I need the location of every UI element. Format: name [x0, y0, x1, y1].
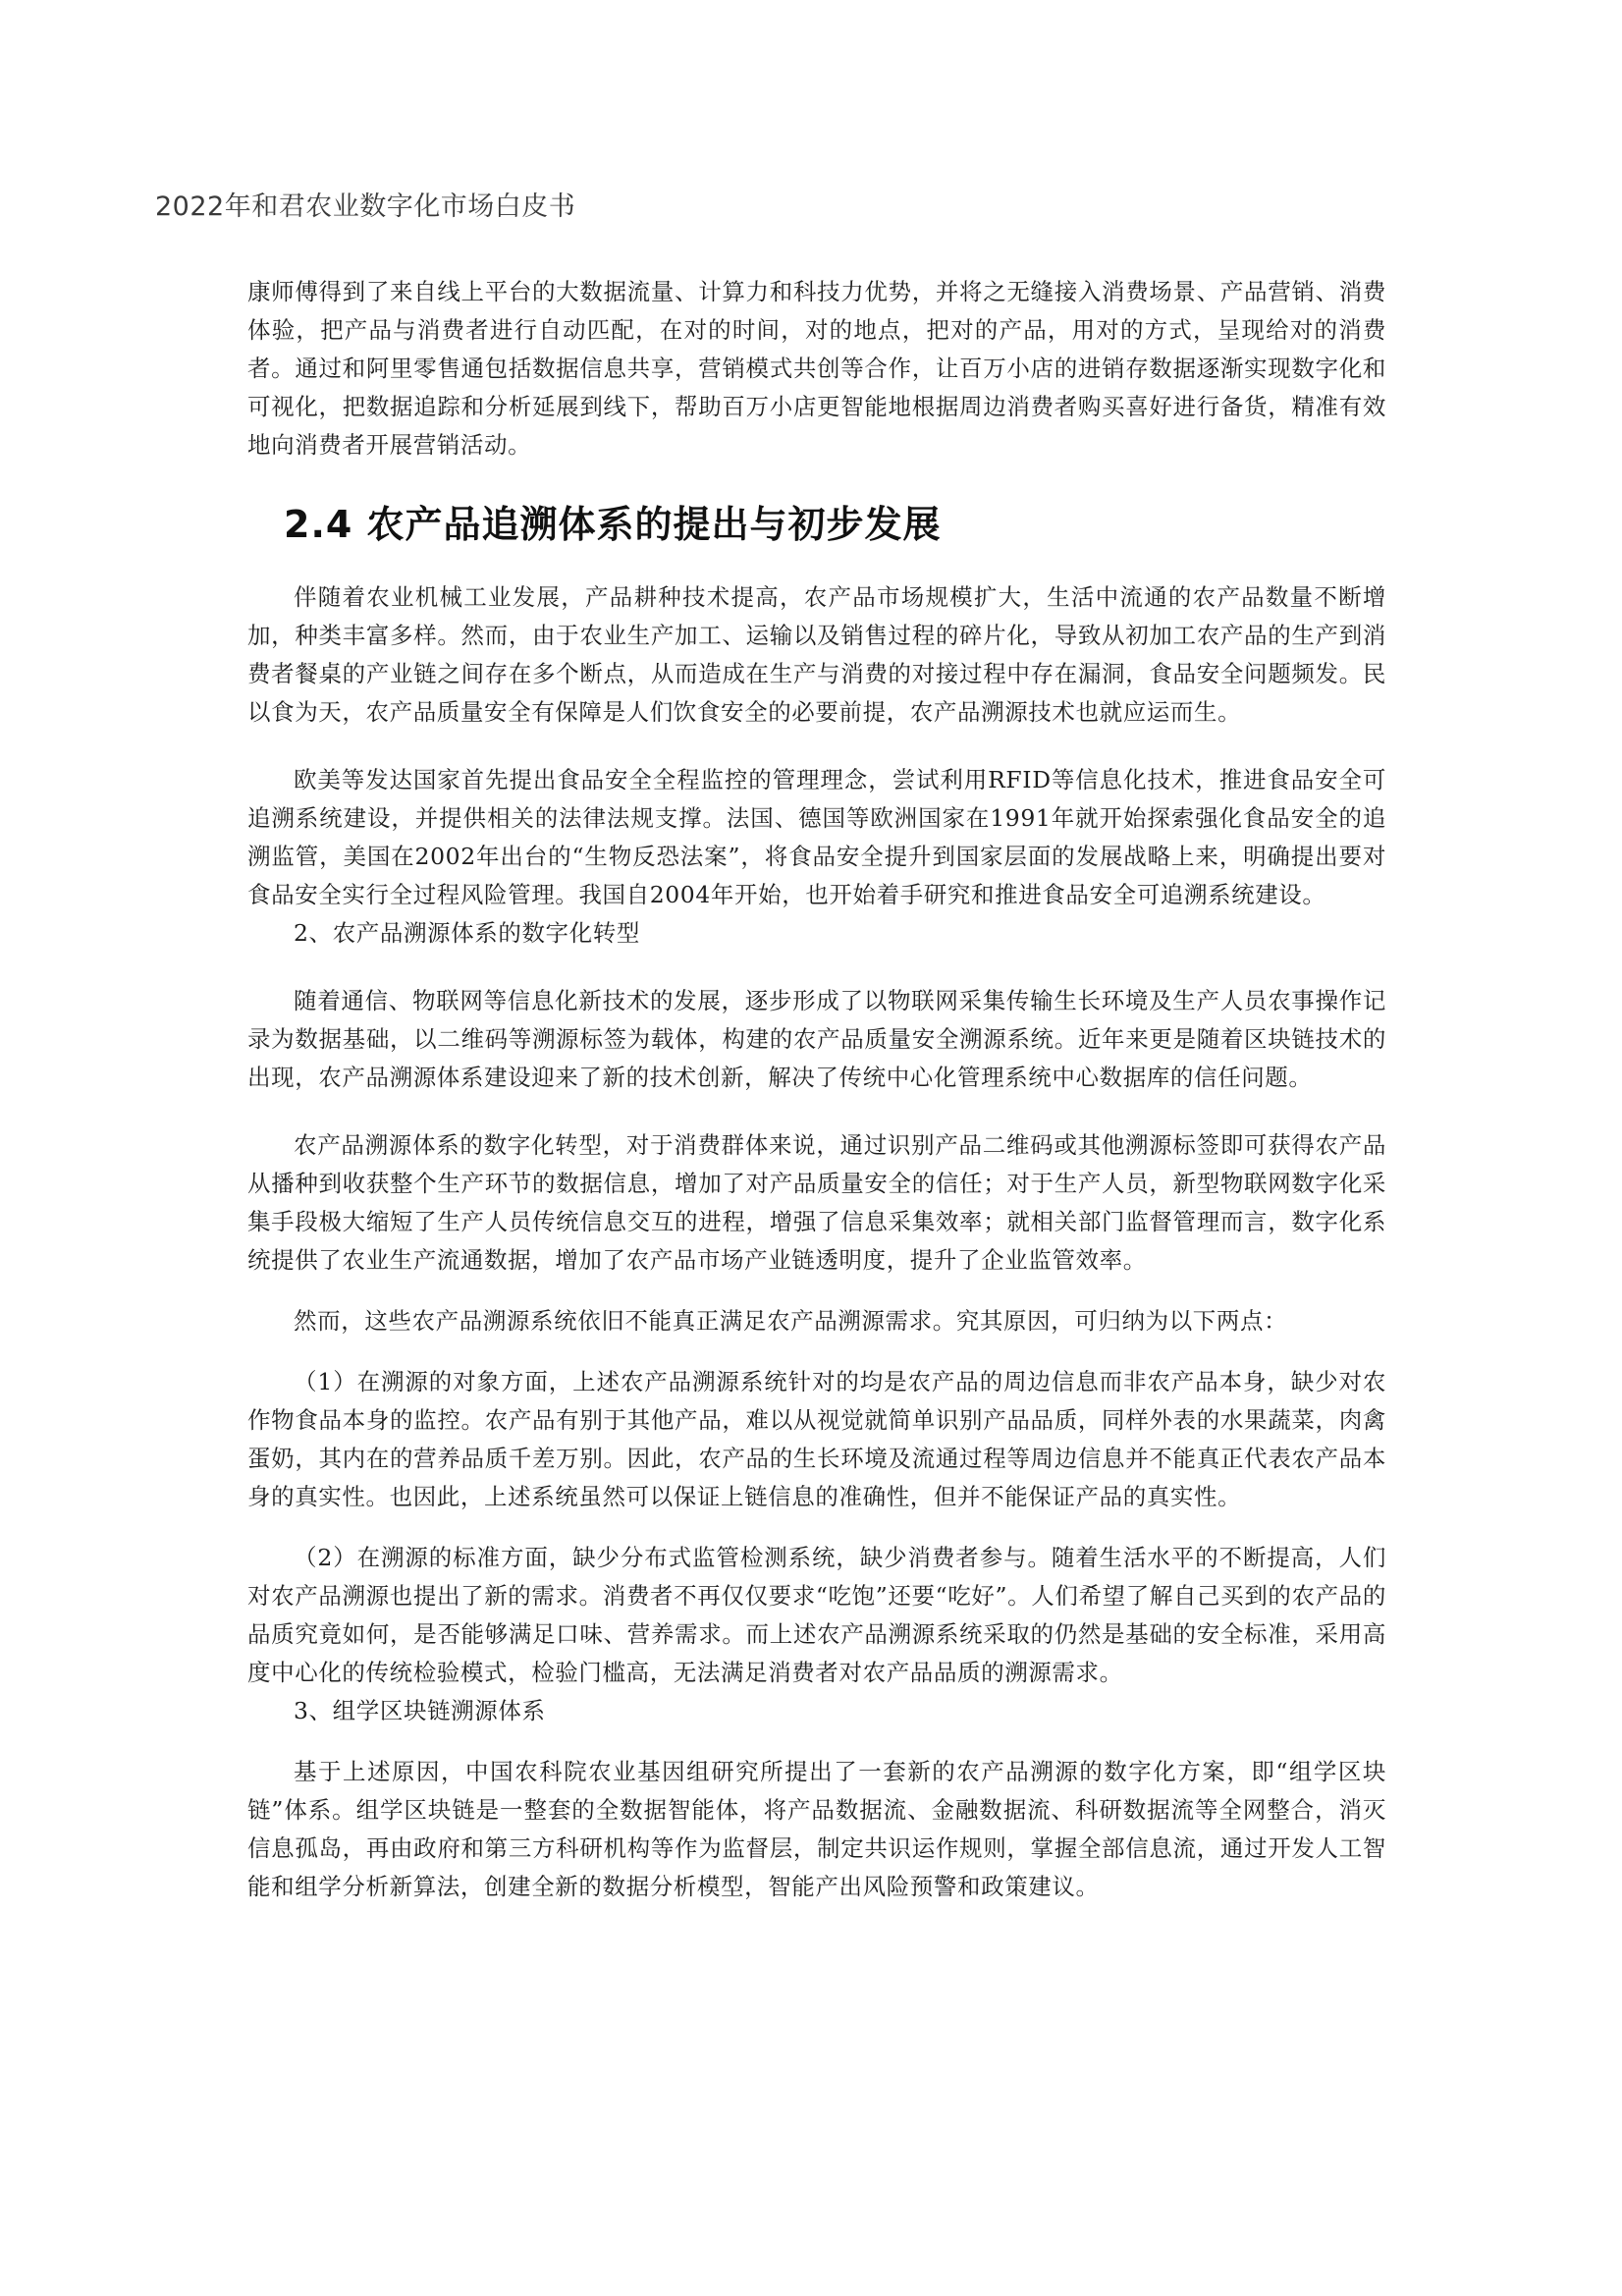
subheading-omics-blockchain: 3、组学区块链溯源体系	[294, 1697, 546, 1724]
paragraph-intro: 康师傅得到了来自线上平台的大数据流量、计算力和科技力优势，并将之无缝接入消费场景、产品营销、消费体验，把产品与消费者进行自动匹配，在对的时间，对的地点，把对的产品，用对的方式，呈现给对的消费者。通过和阿里零售通包括数据信息共享，营销模式共创等合作，让百万小店的进销存数据逐渐实现数字化和可视化，把数据追踪和分析延展到线下，帮助百万小店更智能地根据周边消费者购买喜好进行备货，精准有效地向消费者开展营销活动。	[247, 278, 1386, 459]
paragraph-limitation-1: （1）在溯源的对象方面，上述农产品溯源系统针对的均是农产品的周边信息而非农产品本身，缺少对农作物食品本身的监控。农产品有别于其他产品，难以从视觉就简单识别产品品质，同样外表的水果蔬菜，肉禽蛋奶，其内在的营养品质千差万别。因此，农产品的生长环境及流通过程等周边信息并不能真正代表农产品本身的真实性。也因此，上述系统虽然可以保证上链信息的准确性，但并不能保证产品的真实性。	[247, 1368, 1386, 1510]
paragraph-international: 欧美等发达国家首先提出食品安全全程监控的管理理念，尝试利用RFID等信息化技术，推进食品安全可追溯系统建设，并提供相关的法律法规支撑。法国、德国等欧洲国家在1991年就开始探索强化食品安全的追溯监管，美国在2002年出台的“生物反恐法案”，将食品安全提升到国家层面的发展战略上来，明确提出要对食品安全实行全过程风险管理。我国自2004年开始，也开始着手研究和推进食品安全可追溯系统建设。	[247, 766, 1386, 908]
subheading-digital-transformation: 2、农产品溯源体系的数字化转型	[294, 919, 640, 947]
paragraph-background: 伴随着农业机械工业发展，产品耕种技术提高，农产品市场规模扩大，生活中流通的农产品数量不断增加，种类丰富多样。然而，由于农业生产加工、运输以及销售过程的碎片化，导致从初加工农产品的生产到消费者餐桌的产业链之间存在多个断点，从而造成在生产与消费的对接过程中存在漏洞，食品安全问题频发。民以食为天，农产品质量安全有保障是人们饮食安全的必要前提，农产品溯源技术也就应运而生。	[247, 583, 1386, 726]
running-header: 2022年和君农业数字化市场白皮书	[155, 191, 576, 222]
paragraph-limitation-2: （2）在溯源的标准方面，缺少分布式监管检测系统，缺少消费者参与。随着生活水平的不断提高，人们对农产品溯源也提出了新的需求。消费者不再仅仅要求“吃饱”还要“吃好”。人们希望了解自己买到的农产品的品质究竟如何，是否能够满足口味、营养需求。而上述农产品溯源系统采取的仍然是基础的安全标准，采用高度中心化的传统检验模式，检验门槛高，无法满足消费者对农产品品质的溯源需求。	[247, 1544, 1386, 1686]
paragraph-benefits: 农产品溯源体系的数字化转型，对于消费群体来说，通过识别产品二维码或其他溯源标签即可获得农产品从播种到收获整个生产环节的数据信息，增加了对产品质量安全的信任；对于生产人员，新型物联网数字化采集手段极大缩短了生产人员传统信息交互的进程，增强了信息采集效率；就相关部门监督管理而言，数字化系统提供了农业生产流通数据，增加了农产品市场产业链透明度，提升了企业监管效率。	[247, 1131, 1386, 1274]
section-title: 2.4 农产品追溯体系的提出与初步发展	[284, 503, 942, 546]
paragraph-iot-traceability: 随着通信、物联网等信息化新技术的发展，逐步形成了以物联网采集传输生长环境及生产人员农事操作记录为数据基础，以二维码等溯源标签为载体，构建的农产品质量安全溯源系统。近年来更是随着区块链技术的出现，农产品溯源体系建设迎来了新的技术创新，解决了传统中心化管理系统中心数据库的信任问题。	[247, 987, 1386, 1091]
paragraph-limitations-intro: 然而，这些农产品溯源系统依旧不能真正满足农产品溯源需求。究其原因，可归纳为以下两点：	[294, 1307, 1288, 1335]
paragraph-omics-blockchain: 基于上述原因，中国农科院农业基因组研究所提出了一套新的农产品溯源的数字化方案，即“组学区块链”体系。组学区块链是一整套的全数据智能体，将产品数据流、金融数据流、科研数据流等全网整合，消灭信息孤岛，再由政府和第三方科研机构等作为监督层，制定共识运作规则，掌握全部信息流，通过开发人工智能和组学分析新算法，创建全新的数据分析模型，智能产出风险预警和政策建议。	[247, 1758, 1386, 1900]
main-content	[247, 273, 1386, 1906]
